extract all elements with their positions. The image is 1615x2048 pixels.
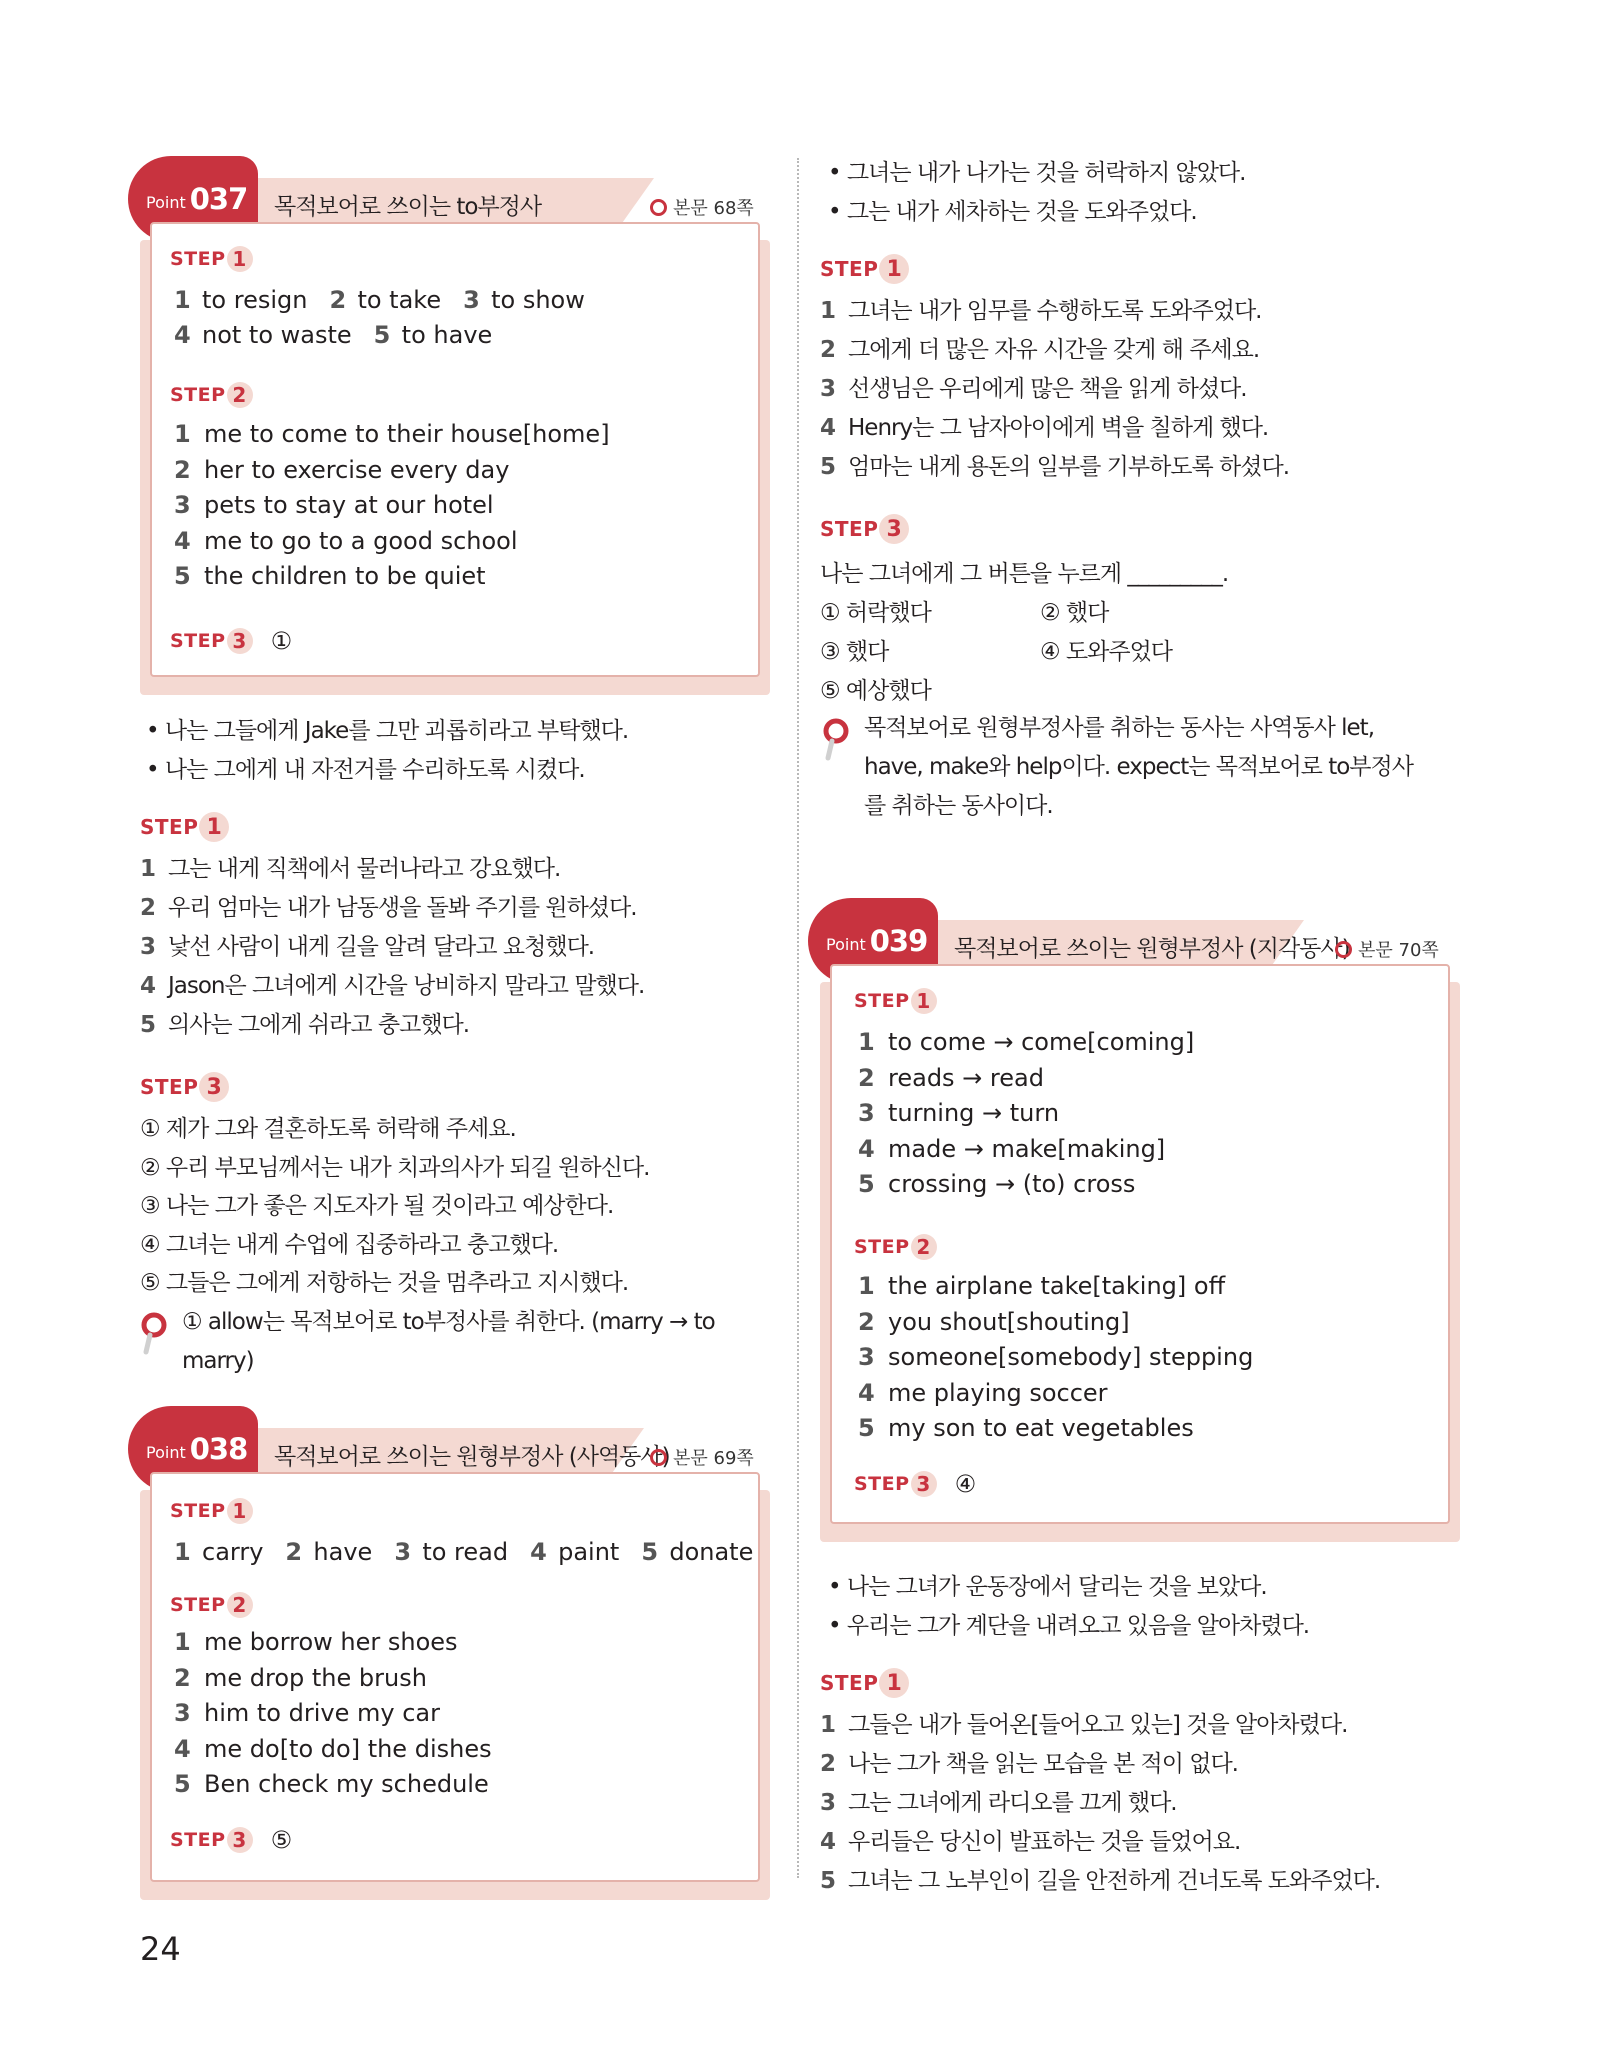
item-number: 3 [858,1343,875,1371]
point-number: 038 [189,1432,248,1466]
magnifier-tip-icon [140,1312,170,1356]
step-3-label: STEP 3 ⑤ [170,1826,293,1854]
tip-line: have, make와 help이다. expect는 목적보어로 to부정사 [864,754,1413,780]
item-text: you shout[shouting] [888,1307,1130,1336]
item-number: 5 [858,1170,875,1198]
page-reference-text: 본문 68쪽 [673,198,754,219]
step-2-label: STEP 2 [854,1234,937,1260]
list-item [820,1706,1347,1739]
item-number: 2 [285,1538,303,1566]
item-text: my son to eat vegetables [888,1414,1194,1442]
answer-item [374,321,493,349]
page-reference-text: 본문 70쪽 [1358,940,1439,961]
step-1-label: STEP 1 [170,246,253,272]
point-038-answer-box [150,1472,760,1882]
answer-item [463,286,585,314]
item-number: 4 [140,973,157,999]
item-text: 엄마는 내게 용돈의 일부를 기부하도록 하셨다. [848,454,1290,480]
list-item [140,850,560,883]
item-text: me to come to their house[home] [204,420,610,448]
tip-line: ① allow는 목적보어로 to부정사를 취한다. (marry → to [182,1309,715,1335]
example-sentence: • 나는 그들에게 Jake를 그만 괴롭히라고 부탁했다. [146,718,629,744]
step-2-label: STEP 2 [170,1592,253,1618]
item-text: 우리들은 당신이 발표하는 것을 들었어요. [848,1829,1241,1855]
answer-item [329,286,441,314]
step-1-row-1 [174,286,607,314]
answer-option: ④ 도와주었다 [1040,639,1173,665]
step-2-label: STEP 2 [170,382,253,408]
item-number: 3 [463,286,480,314]
item-number: 5 [174,562,191,590]
answer-option: ① 허락했다 [820,600,931,626]
magnifier-tip-icon [822,718,852,762]
list-item [174,527,518,555]
example-sentence: • 그는 내가 세차하는 것을 도와주었다. [828,199,1197,225]
item-number: 1 [858,1028,875,1056]
list-item [858,1379,1108,1407]
list-item [858,1170,1135,1198]
point-title: 목적보어로 쓰이는 원형부정사 (사역동사) [274,1444,670,1470]
list-item [140,928,594,961]
list-item [174,420,610,448]
item-text: 낯선 사람이 내게 길을 알려 달라고 요청했다. [168,934,595,960]
list-item [820,1745,1238,1778]
item-number: 1 [140,856,157,882]
item-text: to take [357,286,442,314]
list-item [820,1784,1177,1817]
item-number: 1 [174,1538,191,1566]
item-text: me playing soccer [888,1378,1108,1407]
page-reference-text: 본문 69쪽 [673,1448,754,1469]
item-text: made → make[making] [888,1134,1166,1163]
item-text: crossing → (to) cross [888,1170,1136,1198]
page-reference [1335,936,1439,962]
item-number: 2 [329,286,347,314]
item-number: 4 [530,1538,547,1566]
item-text: reads → read [888,1063,1044,1092]
item-text: donate [669,1538,754,1566]
answer-item [174,286,307,314]
item-text: 선생님은 우리에게 많은 책을 읽게 하셨다. [848,376,1247,402]
list-item [174,1735,492,1763]
list-item [174,1664,427,1692]
step-3-answer: ⑤ [270,1826,293,1854]
item-text: to read [422,1538,509,1566]
list-item [820,448,1289,481]
list-item [140,967,644,1000]
step-3-answer: ④ [954,1470,977,1498]
item-text: 우리 엄마는 내가 남동생을 돌봐 주기를 원하셨다. [168,895,637,921]
item-number: 1 [858,1272,875,1300]
item-number: 5 [174,1770,191,1798]
list-item [174,1770,489,1798]
tip-line: marry) [182,1348,254,1374]
list-item [858,1064,1044,1092]
item-text: not to waste [202,321,352,349]
answer-item [285,1538,372,1566]
step-3-label: STEP 3 ④ [854,1470,977,1498]
translation-step-1-label: STEP 1 [820,1668,909,1698]
list-item: ⑤ 그들은 그에게 저항하는 것을 멈추라고 지시했다. [140,1270,629,1296]
item-text: the airplane take[taking] off [888,1272,1226,1300]
item-text: pets to stay at our hotel [204,491,494,519]
item-text: Ben check my schedule [204,1770,489,1798]
circle-bullet-icon [650,199,667,216]
answer-option: ③ 했다 [820,639,889,665]
list-item [174,562,486,590]
point-037-header [140,150,770,230]
answer-option: ② 했다 [1040,600,1109,626]
item-number: 1 [820,298,837,324]
item-text: me drop the brush [204,1663,427,1692]
item-number: 5 [858,1414,875,1442]
item-text: turning → turn [888,1099,1060,1127]
point-037-answer-box [150,222,760,677]
item-number: 4 [858,1378,875,1407]
item-number: 3 [394,1538,412,1566]
tip-line: 목적보어로 원형부정사를 취하는 동사는 사역동사 let, [864,715,1375,741]
list-item: ② 우리 부모님께서는 내가 치과의사가 되길 원하신다. [140,1154,650,1181]
example-sentence: • 나는 그에게 내 자전거를 수리하도록 시켰다. [146,757,585,783]
answer-item [394,1538,508,1566]
step-1-row [174,1538,775,1566]
item-number: 5 [373,321,391,349]
item-text: 그에게 더 많은 자유 시간을 갖게 해 주세요. [848,337,1260,363]
list-item [820,292,1261,325]
example-sentence: • 그녀는 내가 나가는 것을 허락하지 않았다. [828,160,1246,186]
list-item [858,1028,1194,1056]
item-text: Henry는 그 남자아이에게 벽을 칠하게 했다. [848,415,1269,441]
item-number: 2 [858,1063,875,1092]
item-text: him to drive my car [204,1699,440,1727]
list-item [858,1099,1059,1127]
tip-text [182,1303,715,1381]
item-number: 3 [858,1099,875,1127]
item-text: 그는 그녀에게 라디오를 끄게 했다. [848,1790,1177,1816]
item-text: to show [491,286,585,314]
page-number: 24 [140,1930,181,1968]
circle-bullet-icon [1335,941,1352,958]
item-number: 3 [174,1699,191,1727]
point-number: 039 [869,924,928,958]
item-text: 그녀는 내가 임무를 수행하도록 도와주었다. [848,298,1262,324]
item-number: 1 [174,286,191,314]
item-number: 4 [858,1134,875,1163]
item-text: Jason은 그녀에게 시간을 낭비하지 말라고 말했다. [168,973,645,999]
item-number: 5 [140,1012,157,1038]
item-number: 5 [641,1538,659,1566]
list-item [174,1699,440,1727]
item-text: 그녀는 그 노부인이 길을 안전하게 건너도록 도와주었다. [848,1868,1381,1894]
point-label: Point [146,1442,186,1462]
list-item [820,370,1247,403]
list-item [820,331,1259,364]
tip-text [864,709,1413,826]
item-number: 2 [140,895,157,921]
list-item [820,1823,1240,1856]
item-number: 5 [820,1868,837,1894]
item-text: me to go to a good school [204,526,518,555]
item-text: 그들은 내가 들어온[들어오고 있는] 것을 알아차렸다. [848,1712,1348,1738]
point-title: 목적보어로 쓰이는 to부정사 [274,194,542,220]
answer-item [641,1538,753,1566]
item-number: 4 [174,1734,191,1763]
item-number: 2 [174,455,191,484]
list-item [140,889,637,922]
step-3-label: STEP 3 ① [170,627,293,655]
item-text: 의사는 그에게 쉬라고 충고했다. [168,1012,470,1038]
list-item [858,1135,1165,1163]
list-item [174,1628,458,1656]
answer-option: ⑤ 예상했다 [820,678,931,704]
item-text: the children to be quiet [204,562,486,590]
point-039-answer-box [830,964,1450,1524]
point-number: 037 [189,182,248,216]
page-reference [650,1444,754,1470]
list-item: ③ 나는 그가 좋은 지도자가 될 것이라고 예상한다. [140,1193,614,1219]
item-text: to come → come[coming] [888,1028,1195,1056]
answer-item [174,1538,263,1566]
point-title: 목적보어로 쓰이는 원형부정사 (지각동사) [954,936,1350,962]
list-item: ① 제가 그와 결혼하도록 허락해 주세요. [140,1116,516,1142]
item-text: 그는 내게 직책에서 물러나라고 강요했다. [168,856,561,882]
item-number: 3 [140,934,157,960]
answer-item [174,321,352,349]
point-039-header [820,892,1460,972]
item-number: 1 [174,420,191,448]
circle-bullet-icon [650,1449,667,1466]
item-number: 3 [174,491,191,519]
item-number: 2 [820,1751,837,1777]
translation-step-3-label: STEP 3 [140,1072,229,1102]
item-number: 4 [174,321,191,349]
point-label: Point [826,934,866,954]
translation-step-1-label: STEP 1 [820,254,909,284]
item-text: 나는 그가 책을 읽는 모습을 본 적이 없다. [848,1751,1238,1777]
item-number: 3 [820,1790,837,1816]
column-divider [797,158,799,1878]
list-item [858,1272,1225,1300]
list-item [820,409,1268,442]
list-item: ④ 그녀는 내게 수업에 집중하라고 충고했다. [140,1231,559,1258]
step-1-label: STEP 1 [854,988,937,1014]
point-label: Point [146,192,186,212]
item-number: 2 [174,1663,191,1692]
item-number: 3 [820,376,837,402]
item-text: me borrow her shoes [204,1628,458,1656]
item-text: paint [558,1538,620,1566]
list-item [858,1343,1253,1371]
list-item [858,1414,1194,1442]
example-sentence: • 우리는 그가 계단을 내려오고 있음을 알아차렸다. [828,1613,1310,1639]
item-text: have [313,1538,373,1566]
list-item [858,1308,1130,1336]
item-number: 4 [820,415,837,441]
item-number: 4 [174,526,191,555]
item-text: to resign [202,286,308,314]
item-text: someone[somebody] stepping [888,1343,1254,1371]
item-text: her to exercise every day [204,455,510,484]
item-text: to have [401,321,493,349]
example-sentence: • 나는 그녀가 운동장에서 달리는 것을 보았다. [828,1574,1267,1600]
item-text: me do[to do] the dishes [204,1734,492,1763]
item-number: 4 [820,1829,837,1855]
list-item [820,1862,1380,1895]
item-number: 1 [174,1628,191,1656]
list-item [174,491,494,519]
item-number: 2 [820,337,837,363]
translation-step-3-label: STEP 3 [820,514,909,544]
item-text: carry [202,1538,264,1566]
translation-step-1-label: STEP 1 [140,812,229,842]
list-item [140,1006,469,1039]
item-number: 2 [858,1307,875,1336]
answer-item [530,1538,619,1566]
step-3-answer: ① [270,627,293,655]
step-1-label: STEP 1 [170,1498,253,1524]
step-1-row-2 [174,321,514,349]
list-item [174,456,509,484]
page-reference [650,194,754,220]
point-038-header [140,1400,770,1480]
question-sentence: 나는 그녀에게 그 버튼을 누르게 _________. [820,561,1229,587]
tip-line: 를 취하는 동사이다. [864,793,1053,819]
item-number: 1 [820,1712,837,1738]
item-number: 5 [820,454,837,480]
